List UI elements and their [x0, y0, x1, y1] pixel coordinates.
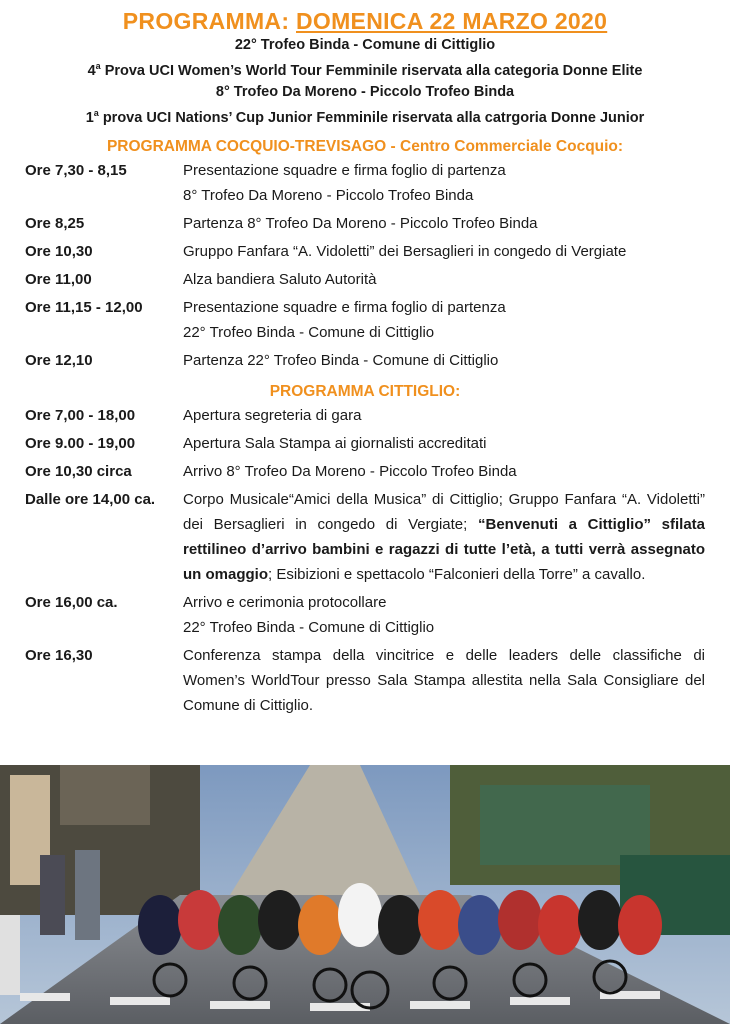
description-line: Presentazione squadre e firma foglio di partenza	[183, 161, 506, 179]
schedule-time: Ore 7,30 - 8,15	[25, 161, 127, 179]
schedule-row	[0, 348, 730, 373]
description-line: Apertura Sala Stampa ai giornalisti accreditati	[183, 434, 487, 452]
schedule-time: Ore 11,00	[25, 270, 92, 288]
schedule-row	[0, 211, 730, 236]
schedule-description	[183, 211, 705, 236]
schedule-row	[0, 267, 730, 292]
schedule-row	[0, 431, 730, 456]
description-line: Alza bandiera Saluto Autorità	[183, 270, 377, 288]
description-text: ; Esibizioni e spettacolo “Falconieri della Torre” a cavallo.	[268, 565, 646, 583]
schedule-row	[0, 487, 730, 587]
page-title	[0, 8, 730, 35]
schedule-time: Ore 10,30 circa	[25, 462, 132, 480]
subtitle-line-1: 22° Trofeo Binda - Comune di Cittiglio	[234, 37, 496, 53]
description-highlight: “Benvenuti a Cittiglio” sfilata rettilineo d’arrivo bambini e ragazzi di tutte l’età, a tutti verrà assegnato un omaggio	[183, 515, 705, 583]
title-prefix: PROGRAMMA:	[122, 8, 296, 34]
description-line: 22° Trofeo Binda - Comune di Cittiglio	[183, 618, 435, 636]
description-text: Corpo Musicale“Amici della Musica” di Cittiglio; Gruppo Fanfara “A. Vidoletti” dei Bersaglieri in congedo di Vergiate;	[183, 490, 705, 533]
schedule-description	[183, 403, 705, 428]
schedule-description	[183, 431, 705, 456]
schedule-time: Ore 16,30	[25, 646, 93, 664]
schedule-description	[183, 348, 705, 373]
schedule-row	[0, 295, 730, 345]
ordinal-suffix: a	[95, 61, 101, 71]
schedule-row	[0, 239, 730, 264]
title-date: DOMENICA 22 MARZO 2020	[296, 8, 608, 34]
schedule-row	[0, 643, 730, 718]
race-photo	[0, 765, 730, 1024]
schedule-description	[183, 158, 705, 208]
header	[0, 0, 730, 129]
description-line: Partenza 8° Trofeo Da Moreno - Piccolo Trofeo Binda	[183, 214, 538, 232]
schedule-description	[183, 239, 705, 264]
ordinal-number: 4	[87, 62, 96, 79]
description-line: Arrivo 8° Trofeo Da Moreno - Piccolo Trofeo Binda	[183, 462, 517, 480]
schedule-description	[183, 295, 705, 345]
schedule-time: Ore 12,10	[25, 351, 93, 369]
schedule-time: Ore 9.00 - 19,00	[25, 434, 136, 452]
subtitle-text: prova UCI Nations’ Cup Junior Femminile riservata alla catrgoria Donne Junior	[98, 109, 645, 126]
ordinal-suffix: a	[93, 107, 99, 118]
schedule-time: Dalle ore 14,00 ca.	[25, 490, 156, 508]
schedule-time: Ore 8,25	[25, 214, 85, 232]
schedule-description	[183, 487, 705, 587]
schedule-row	[0, 403, 730, 428]
schedule-row	[0, 158, 730, 208]
schedule-time: Ore 16,00 ca.	[25, 593, 118, 611]
subtitle-line-2	[0, 56, 730, 82]
schedule-cittiglio	[0, 403, 730, 718]
schedule-cocquio	[0, 158, 730, 373]
subtitle-line-3: 8° Trofeo Da Moreno - Piccolo Trofeo Binda	[215, 83, 515, 100]
schedule-row	[0, 590, 730, 640]
schedule-description	[183, 267, 705, 292]
ordinal-number: 1	[85, 109, 94, 126]
description-line: 8° Trofeo Da Moreno - Piccolo Trofeo Binda	[183, 186, 474, 204]
schedule-description	[183, 459, 705, 484]
subtitle-text: Prova UCI Women’s World Tour Femminile riservata alla categoria Donne Elite	[100, 62, 643, 79]
subtitle-line-4	[0, 103, 730, 129]
schedule-row	[0, 459, 730, 484]
description-line: 22° Trofeo Binda - Comune di Cittiglio	[183, 323, 435, 341]
description-line: Apertura segreteria di gara	[183, 406, 362, 424]
schedule-time: Ore 10,30	[25, 242, 93, 260]
schedule-time: Ore 11,15 - 12,00	[25, 298, 143, 316]
description-line: Presentazione squadre e firma foglio di partenza	[183, 298, 506, 316]
description-line: Arrivo e cerimonia protocollare	[183, 593, 387, 611]
section-title-cittiglio: PROGRAMMA CITTIGLIO:	[269, 382, 461, 400]
schedule-description: Conferenza stampa della vincitrice e delle leaders delle classifiche di Women’s WorldTour presso Sala Stampa allestita nella Sala Consigliare del Comune di Cittiglio.	[183, 646, 705, 714]
description-line: Gruppo Fanfara “A. Vidoletti” dei Bersaglieri in congedo di Vergiate	[183, 242, 627, 260]
section-title-cocquio: PROGRAMMA COCQUIO-TREVISAGO - Centro Commerciale Cocquio:	[106, 137, 624, 155]
schedule-time: Ore 7,00 - 18,00	[25, 406, 136, 424]
schedule-description	[183, 590, 705, 640]
description-line: Partenza 22° Trofeo Binda - Comune di Cittiglio	[183, 351, 499, 369]
